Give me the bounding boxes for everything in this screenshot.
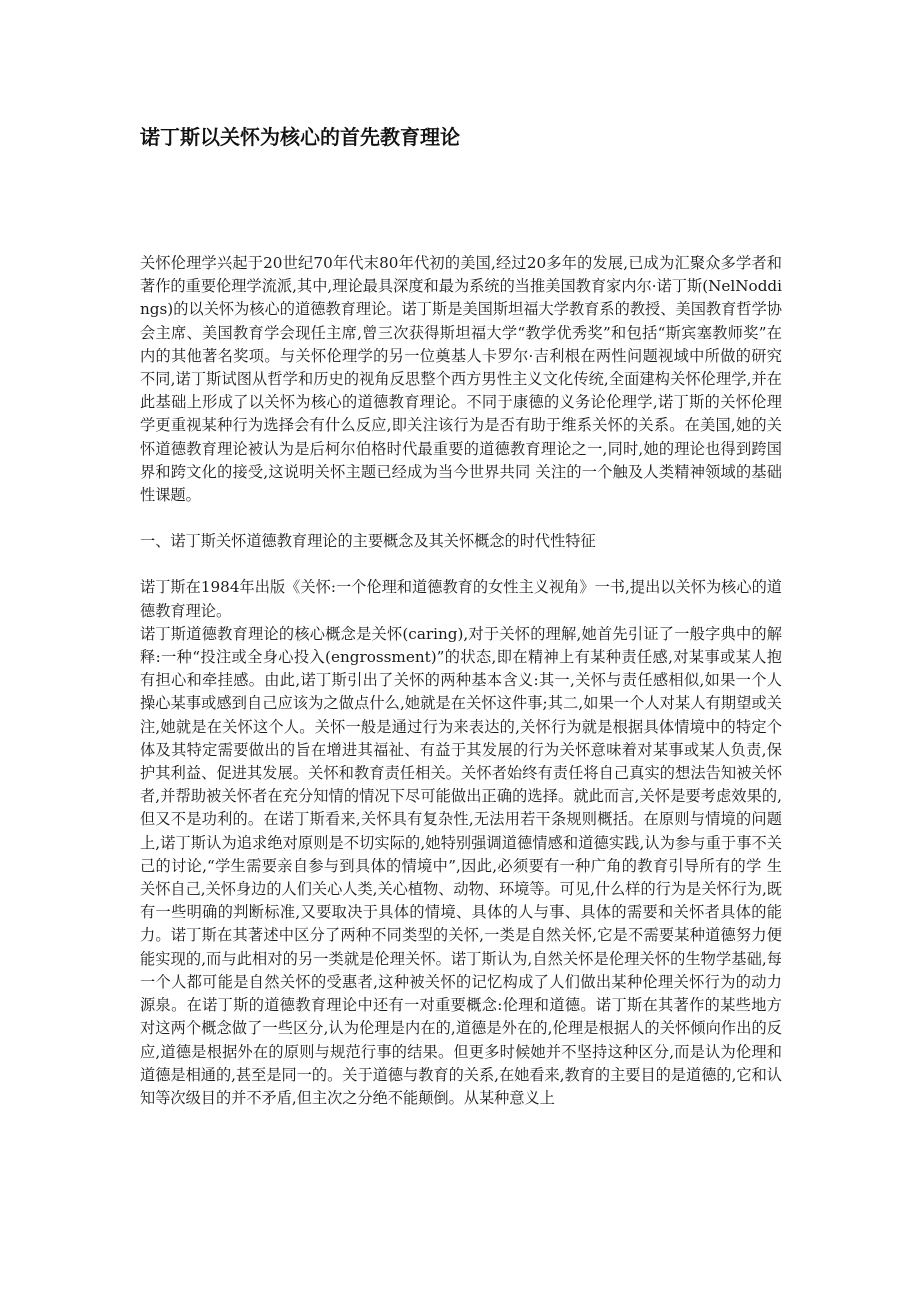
section-heading: 一、诺丁斯关怀道德教育理论的主要概念及其关怀概念的时代性特征 (140, 532, 596, 551)
caring-paragraph: 诺丁斯道德教育理论的核心概念是关怀(caring),对于关怀的理解,她首先引证了一般字典中的解释:一种“投注或全身心投入(engrossment)”的状态,即在精神上有某种责任感,对某事或某人抱有担心和牵挂感。由此,诺丁斯引出了关怀的两种基本含义:其一,关怀与责任感相似,如果一个人操心某事或感到自己应该为之做点什么,她就是在关怀这件事;其二,如果一个人对某人有期望或关注,她就是在关怀这个人。关怀一般是通过行为来表达的,关怀行为就是根据具体情境中的特定个体及其特定需要做出的旨在增进其福祉、有益于其发展的行为关怀意味着对某事或某人负责,保护其利益、促进其发展。关怀和教育责任相关。关怀者始终有责任将自己真实的想法告知被关怀者,并帮助被关怀者在充分知情的情况下尽可能做出正确的选择。就此而言,关怀是要考虑效果的,但又不是功利的。在诺丁斯看来,关怀具有复杂性,无法用若干条规则概括。在原则与情境的问题上,诺丁斯认为追求绝对原则是不切实际的,她特别强调道德情感和道德实践,认为参与重于事不关己的讨论,“学生需要亲自参与到具体的情境中”,因此,必须要有一种广角的教育引导所有的学 生关怀自己,关怀身边的人们关心人类,关心植物、动物、环境等。可见,什么样的行为是关怀行为,既有一些明确的判断标准,又要取决于具体的情境、具体的人与事、具体的需要和关怀者具体的能力。诺丁斯在其著述中区分了两种不同类型的关怀,一类是自然关怀,它是不需要某种道德努力便能实现的,而与此相对的另一类就是伦理关怀。诺丁斯认为,自然关怀是伦理关怀的生物学基础,每一个人都可能是自然关怀的受惠者,这种被关怀的记忆构成了人们做出某种伦理关怀行为的动力源泉。在诺丁斯的道德教育理论中还有一对重要概念:伦理和道德。诺丁斯在其著作的某些地方对这两个概念做了一些区分,认为伦理是内在的,道德是外在的,伦理是根据人的关怀倾向作出的反应,道德是根据外在的原则与规范行事的结果。但更多时候她并不坚持这种区分,而是认为伦理和道德是相通的,甚至是同一的。关于道德与教育的关系,在她看来,教育的主要目的是道德的,它和认知等次级目的并不矛盾,但主次之分绝不能颠倒。从某种意义上 (140, 624, 782, 1107)
book-paragraph: 诺丁斯在1984年出版《关怀:一个伦理和道德教育的女性主义视角》一书,提出以关怀为核心的道德教育理论。 (140, 578, 782, 620)
intro-paragraph: 关怀伦理学兴起于20世纪70年代末80年代初的美国,经过20多年的发展,已成为汇聚众多学者和著作的重要伦理学流派,其中,理论最具深度和最为系统的当推美国教育家内尔·诺丁斯(NelNoddings)的以关怀为核心的道德教育理论。诺丁斯是美国斯坦福大学教育系的教授、美国教育哲学协会主席、美国教育学会现任主席,曾三次获得斯坦福大学“教学优秀奖”和包括“斯宾塞教师奖”在内的其他著名奖项。与关怀伦理学的另一位奠基人卡罗尔·吉利根在两性问题视域中所做的研究不同,诺丁斯试图从哲学和历史的视角反思整个西方男性主义文化传统,全面建构关怀伦理学,并在此基础上形成了以关怀为核心的道德教育理论。不同于康德的义务论伦理学,诺丁斯的关怀伦理学更重视某种行为选择会有什么反应,即关注该行为是否有助于维系关怀的关系。在美国,她的关怀道德教育理论被认为是后柯尔伯格时代最重要的道德教育理论之一,同时,她的理论也得到跨国界和跨文化的接受,这说明关怀主题已经成为当今世界共同 关注的一个触及人类精神领域的基础性课题。 (140, 254, 782, 505)
paragraph-spacer (140, 507, 782, 530)
paragraph-spacer (140, 553, 782, 576)
document-body (140, 252, 782, 1110)
document-title: 诺丁斯以关怀为核心的首先教育理论 (140, 125, 460, 149)
